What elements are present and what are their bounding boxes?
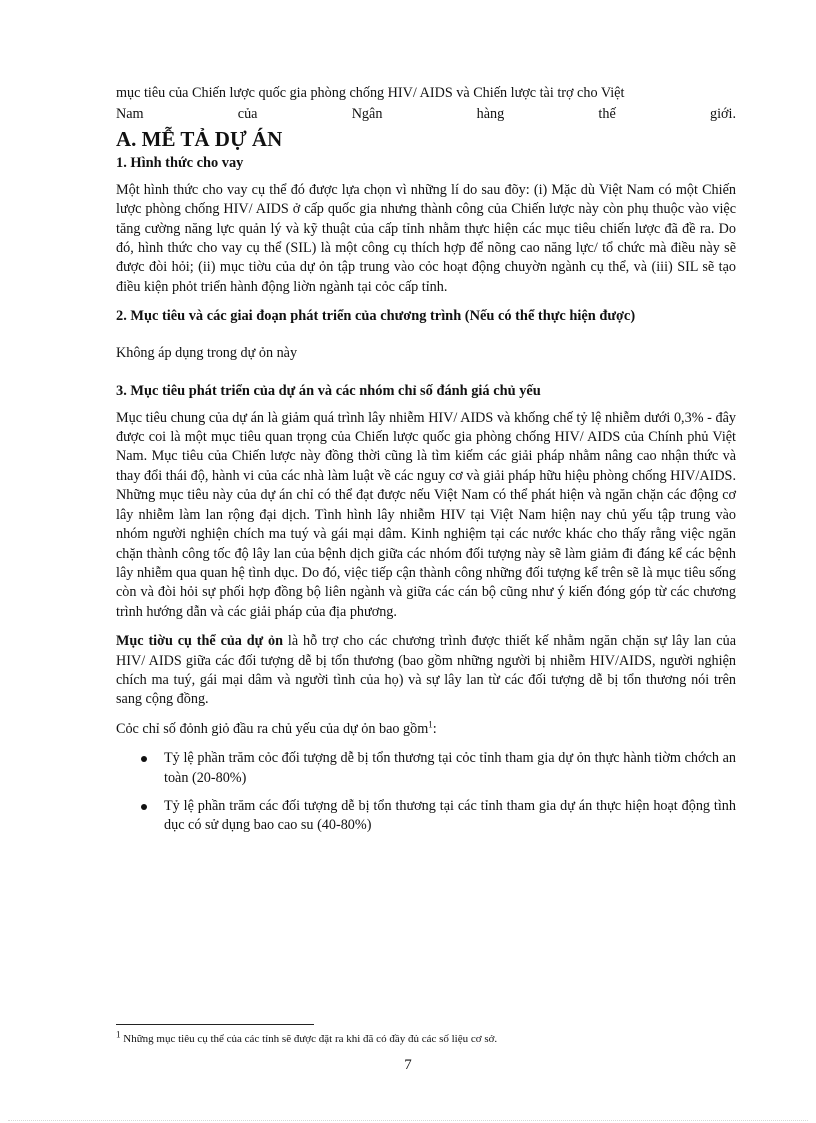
section-2-body: Không áp dụng trong dự ỏn này <box>116 345 298 362</box>
footnote-separator <box>116 1024 314 1025</box>
section-2-heading: 2. Mục tiêu và các giai đoạn phát triển của chương trình (Nếu có thể thực hiện được) <box>116 308 636 325</box>
indicator-text-1: Tỷ lệ phần trăm cỏc đối tượng dễ bị tổn thương tại cỏc tỉnh tham gia dự ỏn thực hành tiờm chớch an toàn (20-80%) <box>164 750 736 786</box>
indicators-intro-text: Cỏc chỉ số đỏnh giỏ đầu ra chủ yếu của dự ỏn bao gồm <box>116 720 429 737</box>
indicator-list <box>116 749 736 836</box>
page-number: 7 <box>404 1057 412 1073</box>
section-1-body: Một hình thức cho vay cụ thể đó được lựa chọn vì những lí do sau đõy: (i) Mặc dù Việt Nam có một Chiến lược phòng chống HIV/ AIDS ở cấp quốc gia nhưng thành công của Chiến lược này còn phụ thuộc vào việc tăng cường năng lực quản lý và kỹ thuật của cấp tỉnh nhằm thực hiện các mục tiêu chiến lược đã đề ra. Do đó, hình thức cho vay cụ thể (SIL) là một công cụ thích hợp để nõng cao năng lực/ tổ chức mà điều này sẽ được đòi hỏi; (ii) mục tiờu của dự ỏn tập trung vào cỏc hoạt động chuyờn ngành cụ thể, và (iii) SIL sẽ tạo điều kiện phỏt triển hành động liờn ngành tại cỏc cấp tỉnh. <box>116 181 736 295</box>
intro-line-2: Nam của Ngân hàng thế giới. <box>116 106 736 123</box>
bullet-icon <box>141 756 147 762</box>
specific-objective-label: Mục tiờu cụ thể của dự ỏn <box>116 633 283 650</box>
indicator-item-2 <box>116 797 736 836</box>
section-3-general-objective: Mục tiêu chung của dự án là giảm quá trình lây nhiễm HIV/ AIDS và khống chế tỷ lệ nhiễm dưới 0,3% - đây được coi là một mục tiêu quan trọng của Chiến lược quốc gia phòng chống HIV/ AIDS của Chính phủ Việt Nam. Mục tiêu của Chiến lược này đồng thời cũng là tìm kiếm các giải pháp nhằm nâng cao nhận thức và thay đổi thái độ, hành vi của các nhà làm luật về các nguy cơ và giải pháp hữu hiệu phòng chống HIV/AIDS. Những mục tiêu này của dự án chỉ có thể đạt được nếu Việt Nam có thể phát hiện và ngăn chặn các động cơ lây nhiễm làm lan rộng đại dịch. Tình hình lây nhiễm HIV tại Việt Nam hiện nay chủ yếu tập trung vào nhóm người nghiện chích ma tuý và gái mại dâm. Kinh nghiệm tại các nước khác cho thấy rằng việc ngăn chặn thành công tốc độ lây lan của bệnh dịch giữa các nhóm đối tượng này sẽ làm giảm đi đáng kể các bệnh lây nhiễm qua quan hệ tình dục. Do đó, việc tiếp cận thành công những đối tượng kể trên sẽ là mục tiêu sống còn và đòi hỏi sự phối hợp đồng bộ liên ngành và giữa các cán bộ cũng như ý kiến đóng góp từ các chương trình hướng dẫn và các giải pháp của địa phương. <box>116 409 736 620</box>
footnote-text: Những mục tiêu cụ thể của các tỉnh sẽ được đặt ra khi đã có đầy đủ các số liệu cơ sở. <box>120 1033 498 1045</box>
page-boundary <box>8 1120 808 1121</box>
indicators-intro-colon: : <box>432 720 437 737</box>
footnote-mark: 1 <box>116 1029 121 1040</box>
section-3-heading: 3. Mục tiêu phát triển của dự án và các nhóm chỉ số đánh giá chủ yếu <box>116 382 541 399</box>
indicator-text-2: Tỷ lệ phần trăm các đối tượng dễ bị tổn thương tại các tỉnh tham gia dự án thực hiện hoạt động tình dục có sử dụng bao cao su (40-80%) <box>164 797 736 834</box>
specific-objective-text: là hỗ trợ cho các chương trình được thiết kế nhằm ngăn chặn sự lây lan của HIV/ AIDS giữa các đối tượng dễ bị tổn thương (bao gồm những người bị nhiễm HIV/AIDS, người nghiện chích ma tuý, gái mại dâm và người tình của họ) và sự lây lan từ các đối tượng dễ bị tổn thương nói trên sang cộng đồng. <box>116 633 736 708</box>
indicators-intro <box>116 720 736 739</box>
section-a-title: A. MỄ TẢ DỰ ÁN <box>116 126 283 151</box>
indicator-item-1 <box>116 749 736 788</box>
intro-line-1: mục tiêu của Chiến lược quốc gia phòng chống HIV/ AIDS và Chiến lược tài trợ cho Việt <box>116 85 625 101</box>
section-3-specific-objective <box>116 632 736 710</box>
bullet-icon <box>141 804 147 810</box>
section-1-heading: 1. Hình thức cho vay <box>116 154 244 171</box>
footnote <box>116 1029 736 1046</box>
document-page <box>116 84 736 845</box>
footnote-reference[interactable]: 1 <box>428 719 433 730</box>
